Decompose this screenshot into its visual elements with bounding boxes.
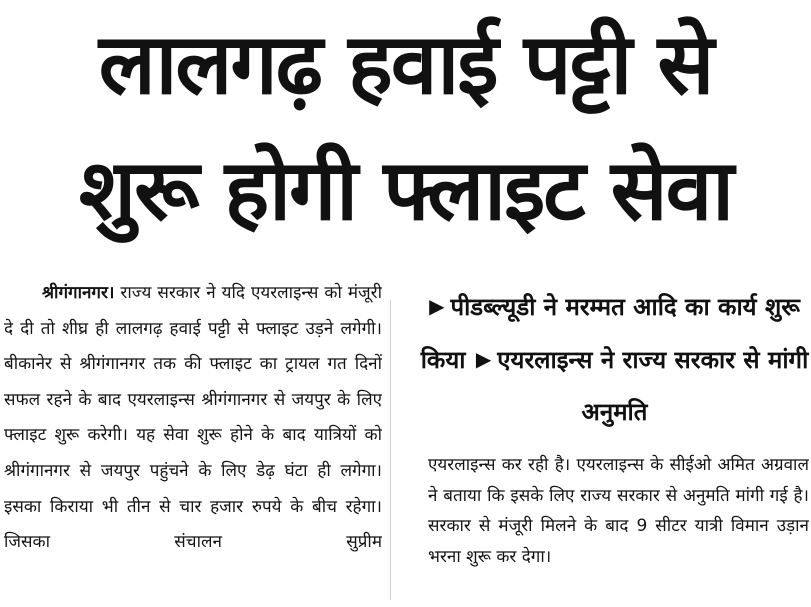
- column-divider: [390, 300, 391, 600]
- subhead-point-2: एयरलाइन्स ने राज्य सरकार से मांगी अनुमति: [497, 346, 809, 426]
- headline-line-2: शुरू होगी फ्लाइट सेवा: [78, 141, 733, 239]
- article-body-right: एयरलाइन्स कर रही है। एयरलाइन्स के सीईओ अमित अग्रवाल ने बताया कि इसके लिए राज्य सरकार से अनुमति मांगी गई है। सरकार से मंजूरी मिलने के बाद 9 सीटर यात्री विमान उड़ान भरना शुरू कर देगा।: [428, 455, 809, 567]
- dateline: श्रीगंगानगर।: [42, 283, 115, 303]
- bullet-arrow-icon: ▶: [475, 347, 492, 371]
- article-body-left: [4, 276, 382, 561]
- headline-line-1: लालगढ़ हवाई पट्टी से: [98, 15, 713, 113]
- article-left-column: [4, 276, 382, 607]
- subhead-point-1: पीडब्ल्यूडी ने मरम्मत आदि का कार्य शुरू किया: [420, 293, 800, 374]
- subheadline: [418, 280, 811, 438]
- article-right-column: [428, 450, 809, 607]
- article-text-left: राज्य सरकार ने यदि एयरलाइन्स को मंजूरी दे दी तो शीघ्र ही लालगढ़ हवाई पट्टी से फ्लाइट उड़ने लगेगी। बीकानेर से श्रीगंगानगर तक की फ्लाइट का ट्रायल गत दिनों सफल रहने के बाद एयरलाइन्स श्रीगंगानगर से जयपुर के लिए फ्लाइट शुरू करेगी। यह सेवा शुरू होने के बाद यात्रियों को श्रीगंगानगर से जयपुर पहुंचने के लिए डेढ़ घंटा ही लगेगा। इसका किराया भी तीन से चार हजार रुपये के बीच रहेगा। जिसका संचालन सुप्रीम: [4, 283, 382, 553]
- bullet-arrow-icon: ▶: [429, 294, 445, 318]
